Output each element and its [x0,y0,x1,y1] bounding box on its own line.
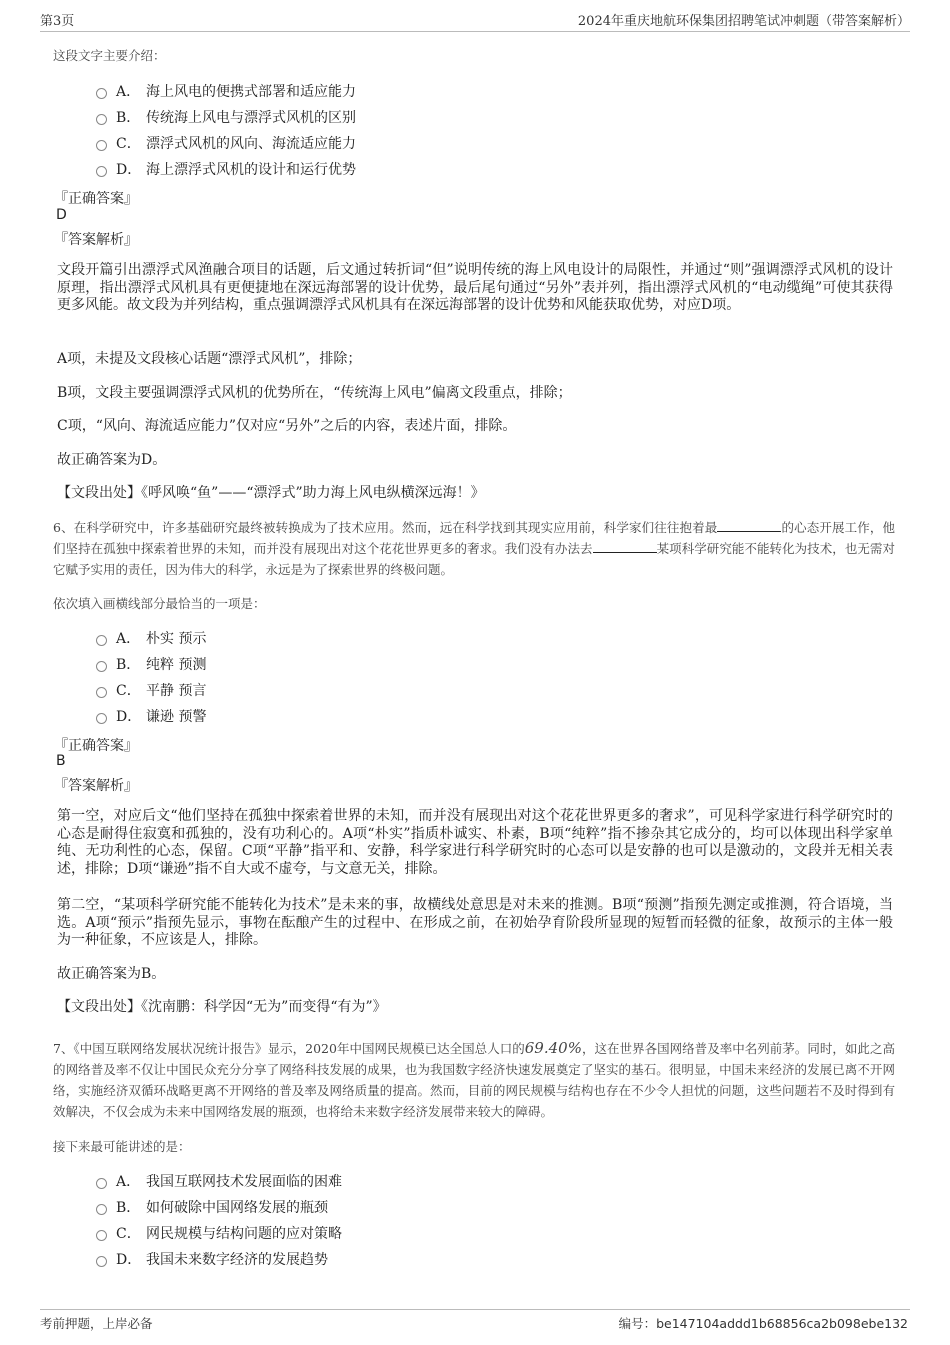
q7-option-d[interactable]: D． 我国未来数字经济的发展趋势 [96,1248,328,1270]
q6-stem: 6、在科学研究中，许多基础研究最终被转换成为了技术应用。然而，远在科学找到其现实应用前，科学家们往往抱着最 的心态开展工作，他们坚持在孤独中探索着世界的未知，而并没有展现出对这个花花世界更多的奢求。我们没有办法去 某项科学研究能不能转化为技术，也无需对它赋予实用的责任，因为伟大的科学，永远是为了探索世界的终极问题。 [53,520,895,577]
page-number: 第3页 [40,14,75,29]
radio-icon[interactable] [96,114,107,125]
q6-option-b[interactable]: B． 纯粹 预测 [96,653,206,675]
q5-analysis-a: A项，未提及文段核心话题“漂浮式风机”，排除； [57,351,362,367]
q7-option-a[interactable]: A． 我国互联网技术发展面临的困难 [96,1170,342,1192]
q5-option-b[interactable]: B． 传统海上风电与漂浮式风机的区别 [96,106,356,128]
document-title: 2024年重庆地航环保集团招聘笔试冲刺题（带答案解析） [577,14,910,29]
q5-analysis-b: B项，文段主要强调漂浮式风机的优势所在，“传统海上风电”偏离文段重点，排除； [57,385,572,401]
q5-analysis-c: C项，“风向、海流适应能力”仅对应“另外”之后的内容，表述片面，排除。 [57,418,517,434]
q5-analysis-label: 『答案解析』 [54,232,138,248]
fill-blank [717,519,781,532]
radio-icon[interactable] [96,166,107,177]
radio-icon[interactable] [96,661,107,672]
q6-option-c[interactable]: C． 平静 预言 [96,679,206,701]
q6-analysis-label: 『答案解析』 [54,778,138,794]
q6-option-a[interactable]: A． 朴实 预示 [96,627,206,649]
footer-divider [40,1309,910,1310]
q6-option-d[interactable]: D． 谦逊 预警 [96,705,206,727]
q5-option-d[interactable]: D． 海上漂浮式风机的设计和运行优势 [96,158,356,180]
q7-stem: 7、《中国互联网络发展状况统计报告》显示，2020年中国网民规模已达全国总人口的69.40%，这在世界各国网络普及率中名列前茅。同时，如此之高的网络普及率不仅让中国民众充分分享了网络科技发展的成果，也为我国数字经济快速发展奠定了坚实的基石。很明显，中国未来经济的发展已离不开网络，实施经济双循环战略更离不开网络的普及率及网络质量的提高。然而，目前的网民规模与结构也存在不少令人担忧的问题，这些问题若不及时得到有效解决，不仅会成为未来中国网络发展的瓶颈，也将给未来数字经济发展带来较大的障碍。 [53,1039,895,1119]
footer-slogan: 考前押题，上岸必备 [40,1316,153,1331]
radio-icon[interactable] [96,635,107,646]
q6-conclusion: 故正确答案为B。 [57,966,166,982]
q7-option-c[interactable]: C． 网民规模与结构问题的应对策略 [96,1222,342,1244]
radio-icon[interactable] [96,687,107,698]
radio-icon[interactable] [96,1256,107,1267]
q5-intro: 这段文字主要介绍： [53,48,166,63]
q5-option-c[interactable]: C． 漂浮式风机的风向、海流适应能力 [96,132,356,154]
q5-source: 【文段出处】《呼风唤“鱼”——“漂浮式”助力海上风电纵横深远海！》 [57,485,485,501]
radio-icon[interactable] [96,1230,107,1241]
q5-analysis-paragraph: 文段开篇引出漂浮式风渔融合项目的话题，后文通过转折词“但”说明传统的海上风电设计的局限性，并通过“则”强调漂浮式风机的设计原理，指出漂浮式风机具有更便捷地在深远海部署的设计优势，最后尾句通过“另外”表并列，指出漂浮式风机的“电动缆绳”可使其获得更多风能。故文段为并列结构，重点强调漂浮式风机具有在深远海部署的设计优势和风能获取优势，对应D项。 [57,262,893,313]
radio-icon[interactable] [96,1178,107,1189]
q5-answer-label: 『正确答案』 [54,191,138,207]
percentage-value: 69.40% [524,1039,582,1057]
header-divider [40,31,910,32]
radio-icon[interactable] [96,140,107,151]
radio-icon[interactable] [96,1204,107,1215]
q6-analysis-first-blank: 第一空，对应后文“他们坚持在孤独中探索着世界的未知，而并没有展现出对这个花花世界更多的奢求”，可见科学家进行科学研究时的心态是耐得住寂寞和孤独的，没有功利心的。A项“朴实”指质朴诚实、朴素，B项“纯粹”指不掺杂其它成分的，均可以体现出科学家单纯、无功利性的心态，保留。C项“平静”指平和、安静，科学家进行科学研究时的心态可以是安静的也可以是激动的，文段并无相关表述，排除；D项“谦逊”指不自大或不虚夸，与文意无关，排除。 [57,808,893,877]
q6-prompt: 依次填入画横线部分最恰当的一项是： [53,596,266,611]
q6-answer: B [56,753,66,769]
q7-option-b[interactable]: B． 如何破除中国网络发展的瓶颈 [96,1196,328,1218]
q6-source: 【文段出处】《沈南鹏：科学因“无为”而变得“有为”》 [57,999,387,1015]
document-id: 编号：be147104addd1b68856ca2b098ebe132 [618,1316,908,1331]
radio-icon[interactable] [96,88,107,99]
q5-option-a[interactable]: A． 海上风电的便携式部署和适应能力 [96,80,356,102]
q5-conclusion: 故正确答案为D。 [57,452,167,468]
q6-analysis-second-blank: 第二空，“某项科学研究能不能转化为技术”是未来的事，故横线处意思是对未来的推测。B项“预测”指预先测定或推测，符合语境，当选。A项“预示”指预先显示，事物在酝酿产生的过程中、在形成之前，在初始孕育阶段所显现的短暂而轻微的征象，故预示的主体一般为一种征象，不应该是人，排除。 [57,897,893,948]
radio-icon[interactable] [96,713,107,724]
fill-blank [593,540,657,553]
q5-answer: D [56,207,67,223]
q7-prompt: 接下来最可能讲述的是： [53,1139,191,1154]
q6-answer-label: 『正确答案』 [54,738,138,754]
